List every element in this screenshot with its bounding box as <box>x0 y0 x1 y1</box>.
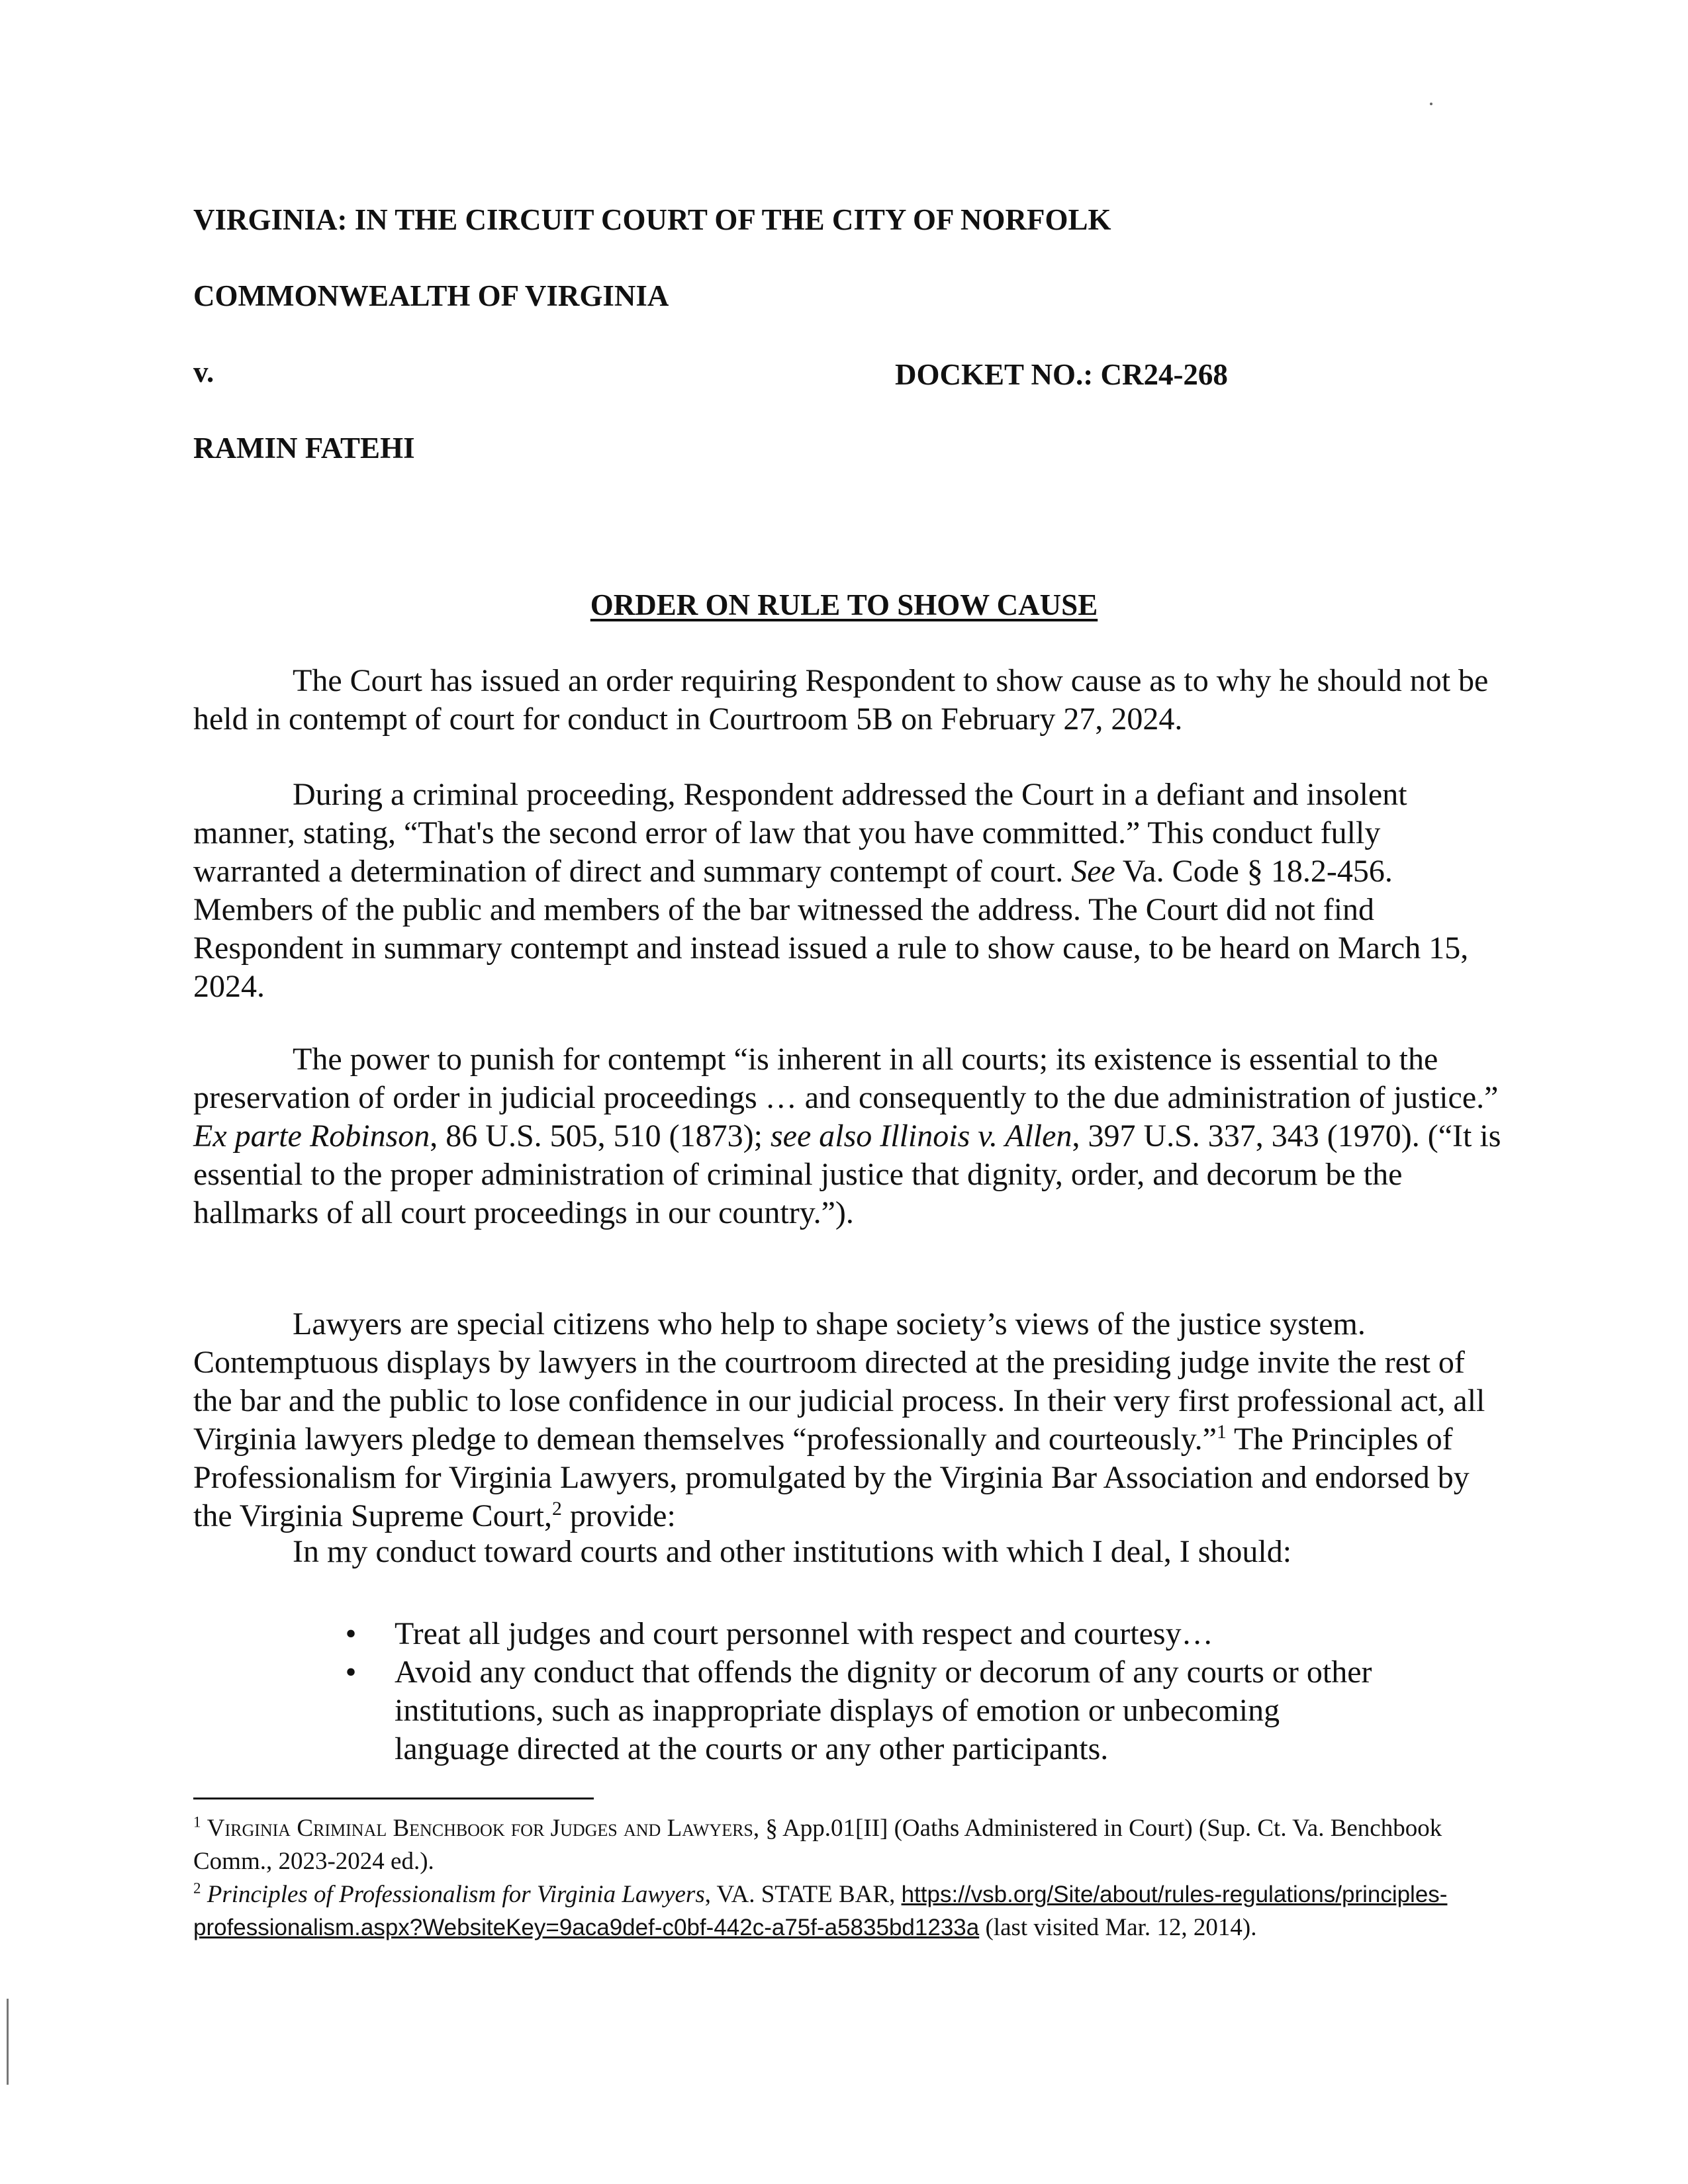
footnote-divider <box>193 1797 594 1799</box>
footnote-2-publisher: , VA. STATE BAR, <box>704 1881 902 1908</box>
footnote-1-text: § App.01[II] (Oaths Administered in Court) (Sup. Ct. Va. Benchbook Comm., 2023-2024 ed.). <box>193 1815 1442 1875</box>
footnote-2-title: Principles of Professionalism for Virginia Lawyers <box>207 1881 705 1908</box>
paragraph-1 <box>193 662 1504 739</box>
list-item-text: Avoid any conduct that offends the dignity or decorum of any courts or other institutions, such as inappropriate displays of emotion or unbecoming language directed at the courts or any other participants. <box>395 1655 1372 1766</box>
paragraph-4 <box>193 1305 1504 1535</box>
list-item <box>338 1615 1397 1653</box>
footnote-2-text: (last visited Mar. 12, 2014). <box>979 1914 1257 1941</box>
paragraph-5-text: In my conduct toward courts and other institutions with which I deal, I should: <box>293 1534 1292 1569</box>
order-title: ORDER ON RULE TO SHOW CAUSE <box>590 588 1098 621</box>
paragraph-2-text-a: During a criminal proceeding, Respondent addressed the Court in a defiant and insolent manner, stating, “That's the second error of law that you have committed.” This conduct fully warranted a determination of direct and summary contempt of court. <box>193 777 1407 889</box>
scan-speck <box>1430 103 1432 105</box>
footnote-2-link[interactable]: https://vsb.org/Site/about/rules-regulations/principles-professionalism.aspx?WebsiteKey=9aca9def-c0bf-442c-a75f-a5835bd1233a <box>193 1882 1448 1940</box>
court-caption: VIRGINIA: IN THE CIRCUIT COURT OF THE CITY OF NORFOLK <box>193 203 1111 236</box>
paragraph-2-text-b: Va. Code § 18.2-456. Members of the public and members of the bar witnessed the address. The Court did not find Respondent in summary contempt and instead issued a rule to show cause, to be heard on March 15, 2024. <box>193 854 1469 1004</box>
paragraph-1-text: The Court has issued an order requiring Respondent to show cause as to why he should not be held in contempt of court for conduct in Courtroom 5B on February 27, 2024. <box>193 663 1489 737</box>
paragraph-4-text-c: provide: <box>561 1498 676 1533</box>
list-item <box>338 1653 1397 1768</box>
footnote-2 <box>193 1878 1504 1944</box>
footnote-ref-2[interactable]: 2 <box>551 1498 562 1520</box>
case-name-allen: see also Illinois v. Allen <box>770 1118 1072 1154</box>
footnote-2-number: 2 <box>193 1880 201 1897</box>
paragraph-2 <box>193 776 1504 1006</box>
principles-list <box>338 1615 1397 1768</box>
paragraph-4-text-a: Lawyers are special citizens who help to shape society’s views of the justice system. Contemptuous displays by lawyers in the courtroom directed at the presiding judge invite the rest of the bar and the public to lose confidence in our judicial process. In their very first professional act, all Virginia lawyers pledge to demean themselves “professionally and courteously.” <box>193 1306 1485 1457</box>
list-item-text: Treat all judges and court personnel with respect and courtesy… <box>395 1616 1213 1651</box>
case-name-robinson: Ex parte Robinson <box>193 1118 430 1154</box>
paragraph-3-text-a: The power to punish for contempt “is inherent in all courts; its existence is essential to the preservation of order in judicial proceedings … and consequently to the due administration of justice.” <box>193 1042 1499 1115</box>
versus-label: v. <box>193 355 214 388</box>
bullet-icon: • <box>345 1655 357 1690</box>
paragraph-3 <box>193 1040 1504 1232</box>
citation-signal: See <box>1071 854 1115 889</box>
footnotes <box>193 1812 1504 1944</box>
bullet-icon: • <box>345 1616 357 1651</box>
plaintiff-name: COMMONWEALTH OF VIRGINIA <box>193 279 669 312</box>
paragraph-3-text-c: , 397 U.S. 337, 343 (1970). (“It is essential to the proper administration of criminal justice that dignity, order, and decorum be the hallmarks of all court proceedings in our country.”). <box>193 1118 1501 1230</box>
paragraph-4-text-b: The Principles of Professionalism for Virginia Lawyers, promulgated by the Virginia Bar Association and endorsed by the Virginia Supreme Court, <box>193 1422 1470 1533</box>
defendant-name: RAMIN FATEHI <box>193 432 415 465</box>
footnote-ref-1[interactable]: 1 <box>1216 1421 1227 1443</box>
docket-number: DOCKET NO.: CR24-268 <box>895 358 1228 391</box>
footnote-1 <box>193 1812 1504 1878</box>
footnote-1-number: 1 <box>193 1813 201 1831</box>
paragraph-3-text-b: , 86 U.S. 505, 510 (1873); <box>430 1118 771 1154</box>
paragraph-5 <box>193 1533 1504 1571</box>
scan-edge-mark <box>7 1999 9 2085</box>
footnote-1-title: Virginia Criminal Benchbook for Judges and Lawyers, <box>207 1815 760 1842</box>
